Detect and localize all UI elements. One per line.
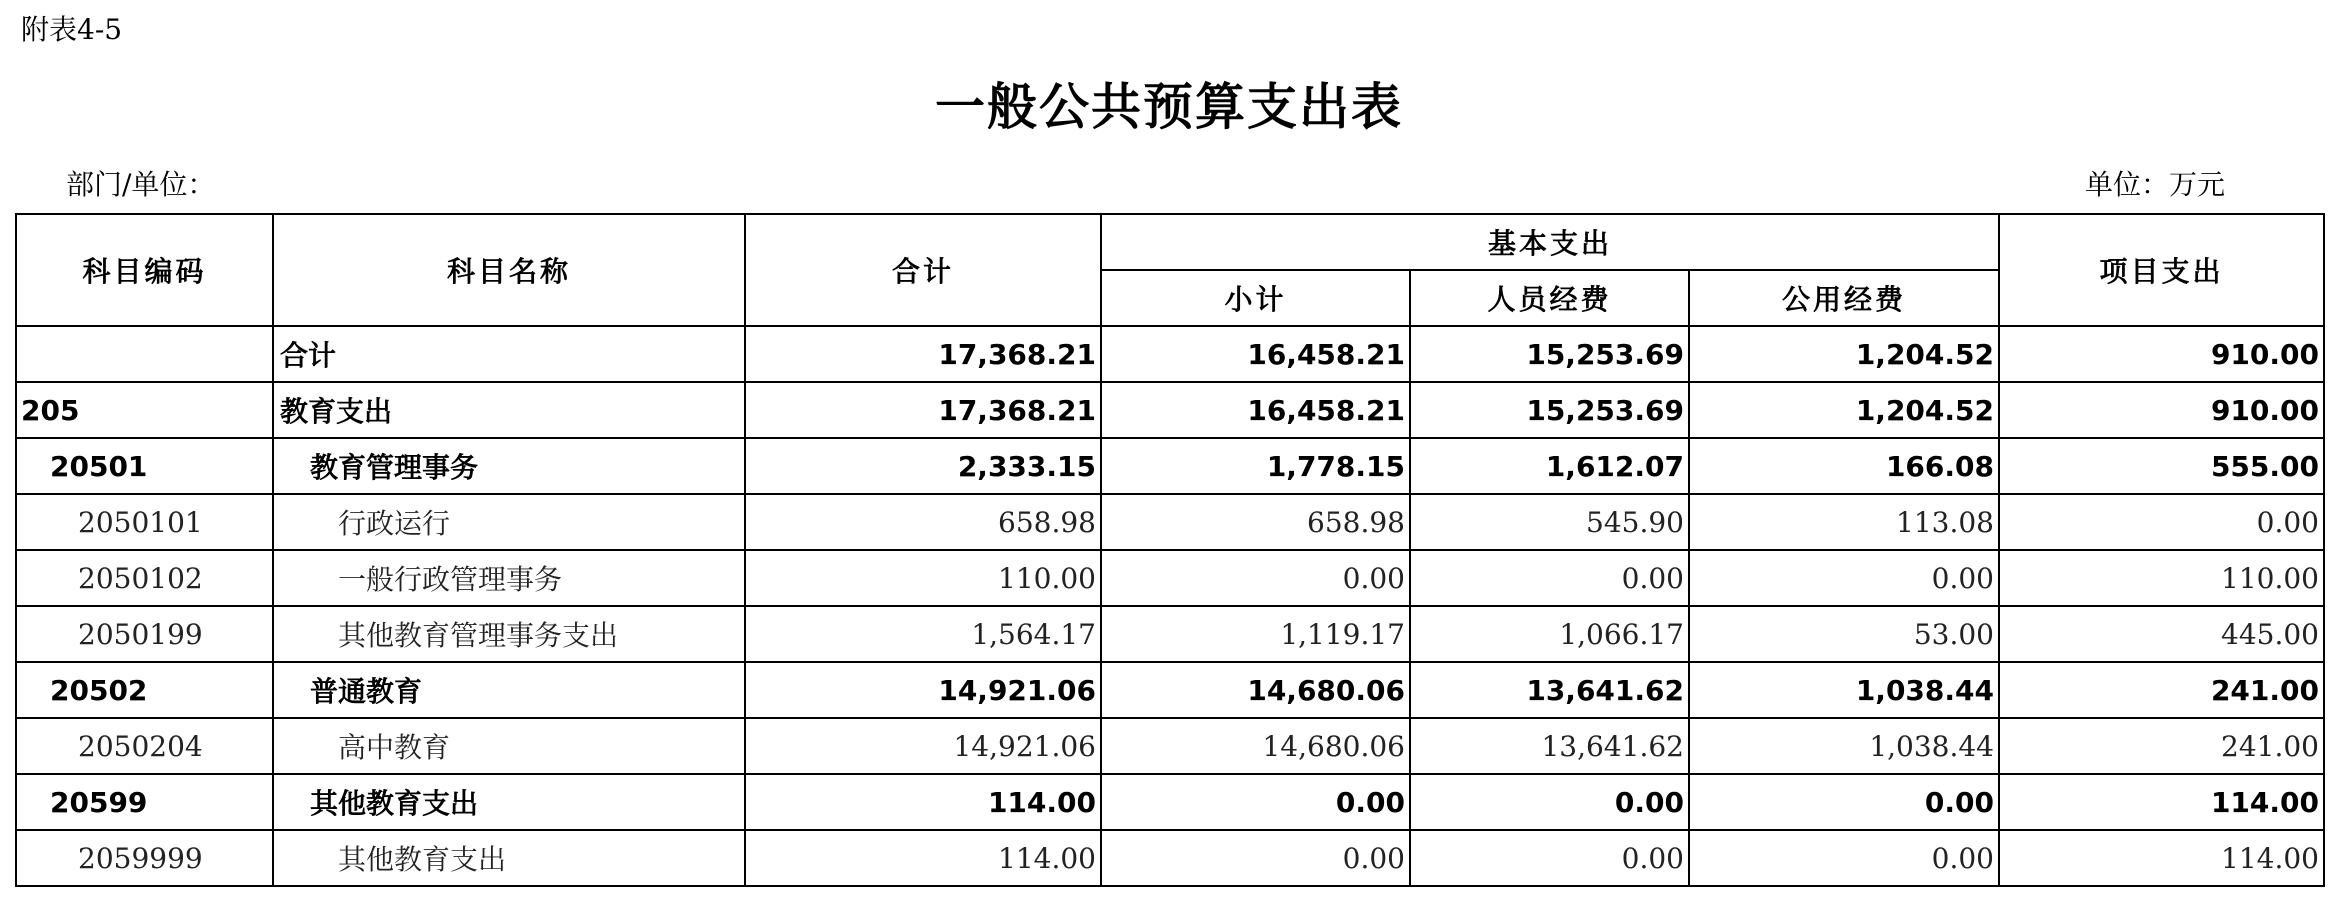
cell-personnel: 15,253.69 [1410,382,1689,438]
cell-project: 555.00 [1999,438,2324,494]
col-header-public: 公用经费 [1689,270,1999,326]
table-row [16,326,2324,382]
cell-code: 2050101 [16,494,273,550]
cell-public: 53.00 [1689,606,1999,662]
cell-code: 20599 [16,774,273,830]
cell-code: 20501 [16,438,273,494]
cell-personnel: 0.00 [1410,774,1689,830]
cell-personnel: 13,641.62 [1410,662,1689,718]
cell-name: 其他教育管理事务支出 [273,606,745,662]
cell-name: 高中教育 [273,718,745,774]
cell-public: 0.00 [1689,774,1999,830]
cell-personnel: 1,612.07 [1410,438,1689,494]
cell-personnel: 13,641.62 [1410,718,1689,774]
cell-name: 行政运行 [273,494,745,550]
unit-label: 单位：万元 [2085,168,2226,201]
cell-code [16,326,273,382]
cell-total: 110.00 [745,550,1101,606]
col-header-total: 合计 [745,214,1101,326]
cell-public: 166.08 [1689,438,1999,494]
cell-subtotal: 14,680.06 [1101,718,1410,774]
cell-personnel: 1,066.17 [1410,606,1689,662]
cell-code: 20502 [16,662,273,718]
cell-project: 0.00 [1999,494,2324,550]
cell-code: 2050102 [16,550,273,606]
cell-name: 其他教育支出 [273,774,745,830]
cell-personnel: 0.00 [1410,550,1689,606]
table-header-row [16,214,2324,270]
cell-total: 14,921.06 [745,662,1101,718]
page-title: 一般公共预算支出表 [935,77,1403,136]
department-label: 部门/单位： [66,168,216,201]
col-header-basic: 基本支出 [1101,214,1999,270]
cell-subtotal: 658.98 [1101,494,1410,550]
cell-total: 14,921.06 [745,718,1101,774]
table-row [16,550,2324,606]
cell-subtotal: 1,119.17 [1101,606,1410,662]
col-header-subtotal: 小计 [1101,270,1410,326]
cell-personnel: 545.90 [1410,494,1689,550]
cell-project: 114.00 [1999,774,2324,830]
cell-total: 1,564.17 [745,606,1101,662]
cell-name: 教育管理事务 [273,438,745,494]
col-header-code: 科目编码 [16,214,273,326]
cell-name: 其他教育支出 [273,830,745,886]
cell-project: 910.00 [1999,326,2324,382]
cell-total: 17,368.21 [745,382,1101,438]
cell-public: 1,204.52 [1689,326,1999,382]
cell-personnel: 0.00 [1410,830,1689,886]
cell-total: 114.00 [745,830,1101,886]
col-header-name: 科目名称 [273,214,745,326]
cell-name: 教育支出 [273,382,745,438]
table-row [16,438,2324,494]
cell-code: 205 [16,382,273,438]
cell-subtotal: 16,458.21 [1101,326,1410,382]
table-body [16,326,2324,886]
cell-subtotal: 0.00 [1101,774,1410,830]
appendix-number: 附表4-5 [21,13,123,46]
table-row [16,662,2324,718]
cell-total: 2,333.15 [745,438,1101,494]
table-row [16,718,2324,774]
col-header-personnel: 人员经费 [1410,270,1689,326]
col-header-project: 项目支出 [1999,214,2324,326]
cell-subtotal: 16,458.21 [1101,382,1410,438]
cell-code: 2059999 [16,830,273,886]
table-row [16,774,2324,830]
cell-project: 241.00 [1999,662,2324,718]
cell-total: 114.00 [745,774,1101,830]
cell-subtotal: 14,680.06 [1101,662,1410,718]
cell-public: 1,204.52 [1689,382,1999,438]
cell-project: 910.00 [1999,382,2324,438]
cell-subtotal: 0.00 [1101,550,1410,606]
cell-personnel: 15,253.69 [1410,326,1689,382]
cell-subtotal: 1,778.15 [1101,438,1410,494]
cell-public: 0.00 [1689,830,1999,886]
cell-public: 0.00 [1689,550,1999,606]
cell-code: 2050199 [16,606,273,662]
budget-table [15,213,2325,887]
cell-project: 110.00 [1999,550,2324,606]
table-row [16,830,2324,886]
table-row [16,382,2324,438]
cell-public: 113.08 [1689,494,1999,550]
cell-name: 合计 [273,326,745,382]
table-row [16,606,2324,662]
cell-total: 658.98 [745,494,1101,550]
cell-public: 1,038.44 [1689,718,1999,774]
cell-project: 445.00 [1999,606,2324,662]
cell-public: 1,038.44 [1689,662,1999,718]
cell-subtotal: 0.00 [1101,830,1410,886]
table-row [16,494,2324,550]
cell-total: 17,368.21 [745,326,1101,382]
cell-project: 114.00 [1999,830,2324,886]
cell-code: 2050204 [16,718,273,774]
cell-name: 一般行政管理事务 [273,550,745,606]
cell-name: 普通教育 [273,662,745,718]
cell-project: 241.00 [1999,718,2324,774]
